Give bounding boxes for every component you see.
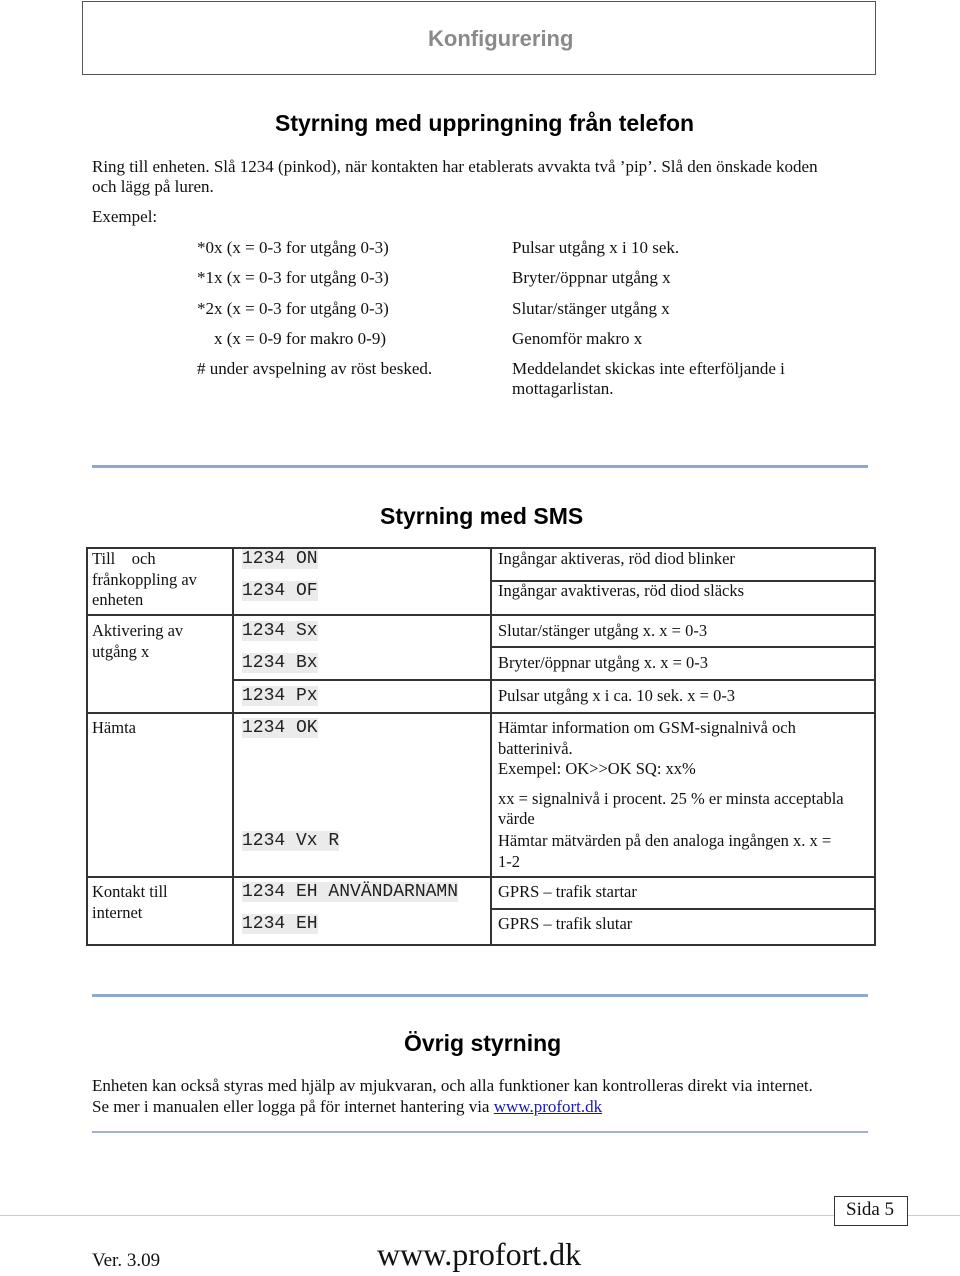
example-code: *0x (x = 0-3 for utgång 0-3) <box>197 238 389 257</box>
example-desc: Pulsar utgång x i 10 sek. <box>512 238 680 257</box>
section-divider <box>92 465 868 468</box>
sms-description: Pulsar utgång x i ca. 10 sek. x = 0-3 <box>498 686 736 705</box>
section-heading-other: Övrig styrning <box>404 1030 562 1056</box>
example-desc: Bryter/öppnar utgång x <box>512 268 671 287</box>
sms-command: 1234 ON <box>242 549 318 569</box>
page-number: Sida 5 <box>846 1199 895 1220</box>
section-heading-phone: Styrning med uppringning från telefon <box>275 110 695 136</box>
sms-command: 1234 Bx <box>242 653 318 673</box>
other-line-1: Enheten kan också styras med hjälp av mjukvaran, och alla funktioner kan kontrolleras direkt via internet. <box>92 1076 813 1095</box>
example-desc-cont: mottagarlistan. <box>512 379 614 398</box>
group-label-onoff: Till och frånkoppling av enheten <box>92 549 197 609</box>
sms-description-vx: Hämtar mätvärden på den analoga ingången x. x = 1-2 <box>498 831 832 871</box>
section-divider <box>92 994 868 997</box>
example-label: Exempel: <box>92 207 158 226</box>
version-label: Ver. 3.09 <box>92 1250 161 1271</box>
footer-line <box>0 1215 960 1216</box>
intro-line-1: Ring till enheten. Slå 1234 (pinkod), när kontakten har etablerats avvakta två ’pip’. Slå den önskade koden <box>92 157 818 176</box>
other-line-2: Se mer i manualen eller logga på för internet hantering via www.profort.dk <box>92 1097 603 1116</box>
example-desc: Meddelandet skickas inte efterföljande i <box>512 359 785 378</box>
sms-description: GPRS – trafik slutar <box>498 914 633 933</box>
group-label-output: Aktivering av utgång x <box>92 621 184 661</box>
sms-command: 1234 Px <box>242 686 318 706</box>
footer-url: www.profort.dk <box>377 1236 582 1272</box>
sms-command: 1234 EH ANVÄNDARNAMN <box>242 882 459 902</box>
sms-description: GPRS – trafik startar <box>498 882 637 901</box>
sms-description: Bryter/öppnar utgång x. x = 0-3 <box>498 653 709 672</box>
profort-link[interactable]: www.profort.dk <box>493 1097 603 1116</box>
section-heading-sms: Styrning med SMS <box>380 503 584 529</box>
example-code: x (x = 0-9 for makro 0-9) <box>214 329 386 348</box>
sms-command: 1234 OF <box>242 581 318 601</box>
sms-command: 1234 EH <box>242 914 318 934</box>
example-code: *2x (x = 0-3 for utgång 0-3) <box>197 299 389 318</box>
section-divider <box>92 1131 868 1133</box>
sms-command: 1234 OK <box>242 718 318 738</box>
example-desc: Genomför makro x <box>512 329 643 348</box>
sms-description: Ingångar aktiveras, röd diod blinker <box>498 549 735 568</box>
intro-line-2: och lägg på luren. <box>92 177 214 196</box>
header-title: Konfigurering <box>428 26 574 51</box>
example-code: # under avspelning av röst besked. <box>197 359 433 378</box>
sms-description: Ingångar avaktiveras, röd diod släcks <box>498 581 745 600</box>
example-desc: Slutar/stänger utgång x <box>512 299 670 318</box>
group-label-fetch: Hämta <box>92 718 136 737</box>
sms-description: Slutar/stänger utgång x. x = 0-3 <box>498 621 708 640</box>
example-code: *1x (x = 0-3 for utgång 0-3) <box>197 268 389 287</box>
sms-command: 1234 Vx R <box>242 831 340 851</box>
group-label-internet: Kontakt till internet <box>92 882 168 922</box>
sms-description-ok: Hämtar information om GSM-signalnivå och batterinivå. Exempel: OK>>OK SQ: xx% xx = signalnivå i procent. 25 % er minsta acceptabla värde <box>498 718 844 828</box>
sms-command: 1234 Sx <box>242 621 318 641</box>
